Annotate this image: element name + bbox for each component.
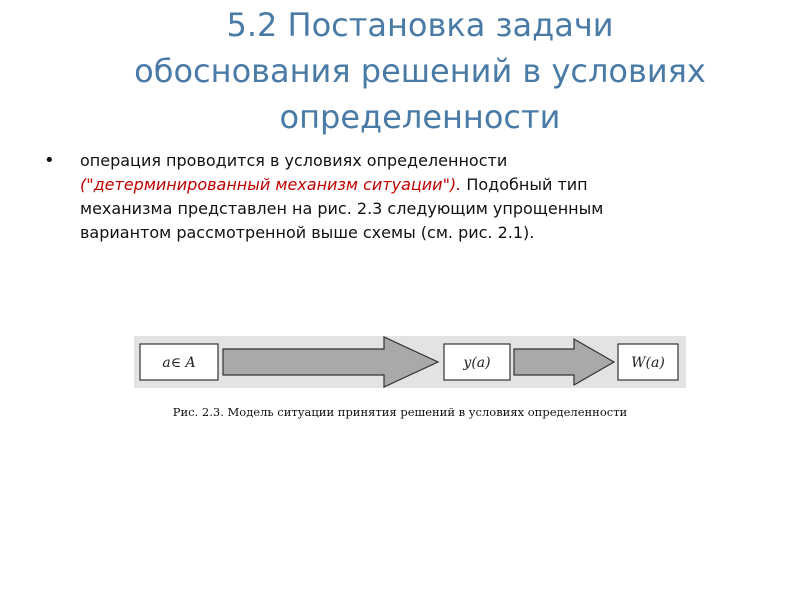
bullet-text-part1: операция проводится в условиях определенности bbox=[80, 151, 508, 170]
slide-title bbox=[60, 2, 780, 140]
decision-box-label: a∈ A bbox=[162, 355, 196, 371]
bullet-marker: • bbox=[44, 150, 55, 171]
bullet-text-highlight: ("детерминированный механизм ситуации"). bbox=[80, 175, 462, 194]
title-line-3: определенности bbox=[279, 98, 561, 136]
bullet-item bbox=[44, 149, 684, 245]
arrow-1 bbox=[223, 337, 438, 387]
title-line-1: 5.2 Постановка задачи bbox=[226, 6, 614, 44]
bullet-text bbox=[80, 149, 684, 245]
figure-diagram bbox=[134, 336, 686, 388]
bullet-text-part2: Подобный тип механизма представлен на рис. 2.3 следующим упрощенным вариантом рассмотренной выше схемы (см. рис. 2.1). bbox=[80, 175, 604, 242]
figure-caption: Рис. 2.3. Модель ситуации принятия решений в условиях определенности bbox=[172, 405, 628, 419]
decision-model-figure bbox=[134, 336, 686, 388]
title-line-2: обоснования решений в условиях bbox=[134, 52, 706, 90]
arrow-2 bbox=[514, 339, 614, 385]
evaluation-box-label: W(a) bbox=[631, 355, 665, 371]
outcome-box-label: y(a) bbox=[463, 355, 491, 371]
